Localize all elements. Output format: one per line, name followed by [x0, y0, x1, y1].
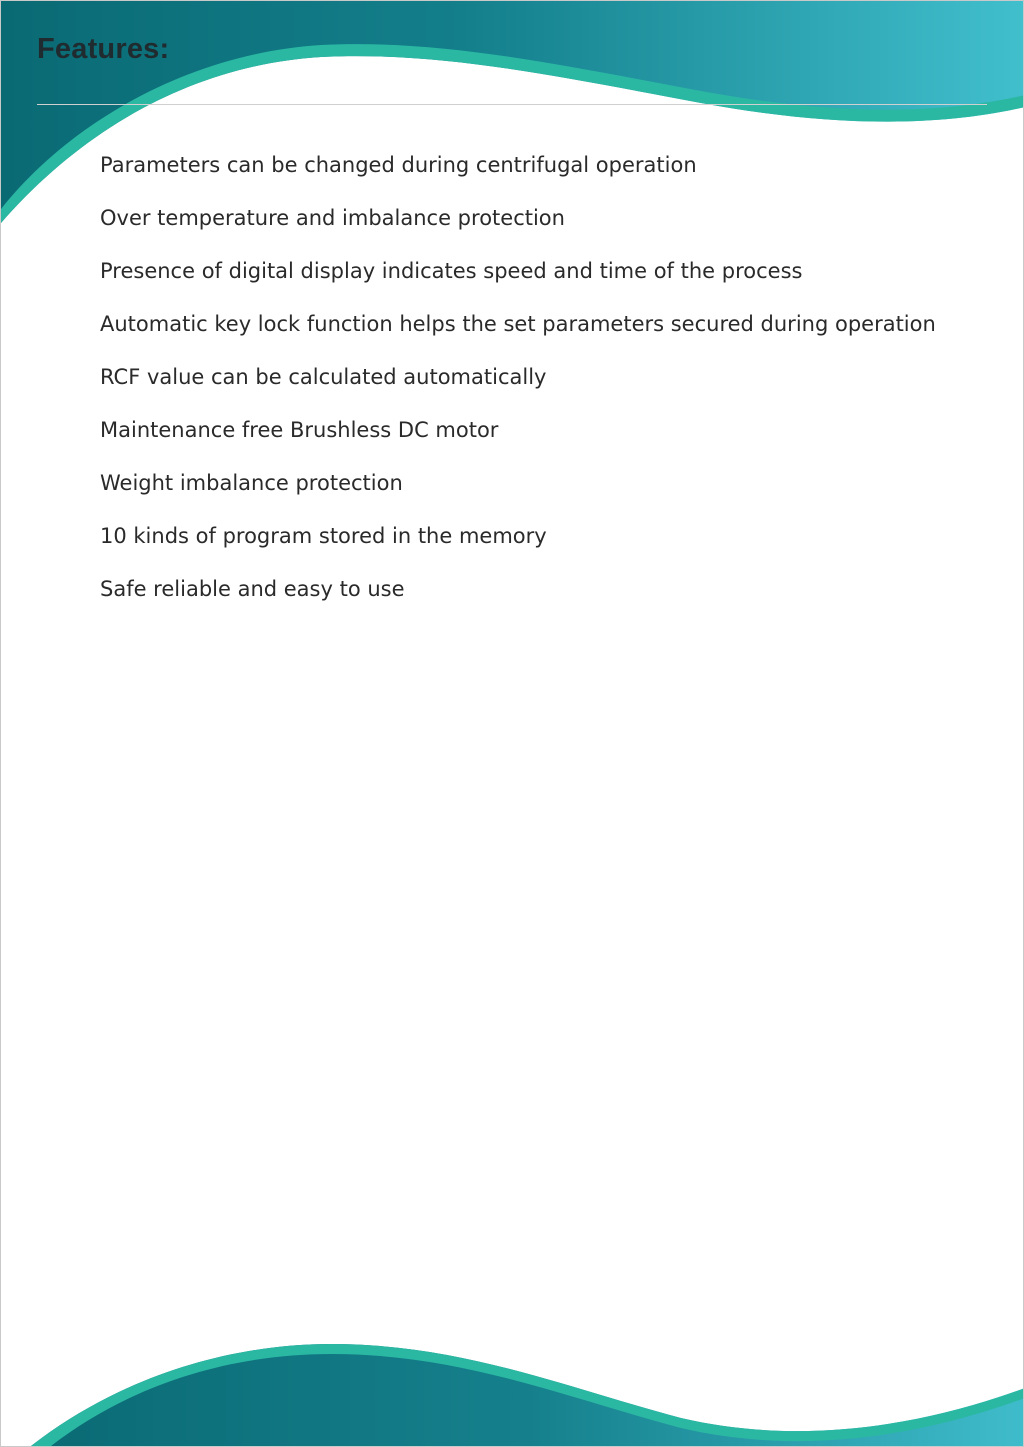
feature-item: Safe reliable and easy to use	[100, 577, 405, 601]
feature-item: Presence of digital display indicates speed and time of the process	[100, 259, 803, 283]
feature-item: Over temperature and imbalance protection	[100, 206, 565, 230]
feature-item: Parameters can be changed during centrifugal operation	[100, 153, 697, 177]
feature-item: 10 kinds of program stored in the memory	[100, 524, 547, 548]
feature-item: Weight imbalance protection	[100, 471, 403, 495]
feature-item: Automatic key lock function helps the set parameters secured during operation	[100, 312, 936, 336]
page-title: Features:	[37, 33, 170, 65]
features-list	[100, 147, 969, 624]
feature-item: Maintenance free Brushless DC motor	[100, 418, 499, 442]
footer-wave-decoration	[1, 1336, 1024, 1446]
title-divider	[37, 104, 987, 105]
feature-item: RCF value can be calculated automatically	[100, 365, 547, 389]
